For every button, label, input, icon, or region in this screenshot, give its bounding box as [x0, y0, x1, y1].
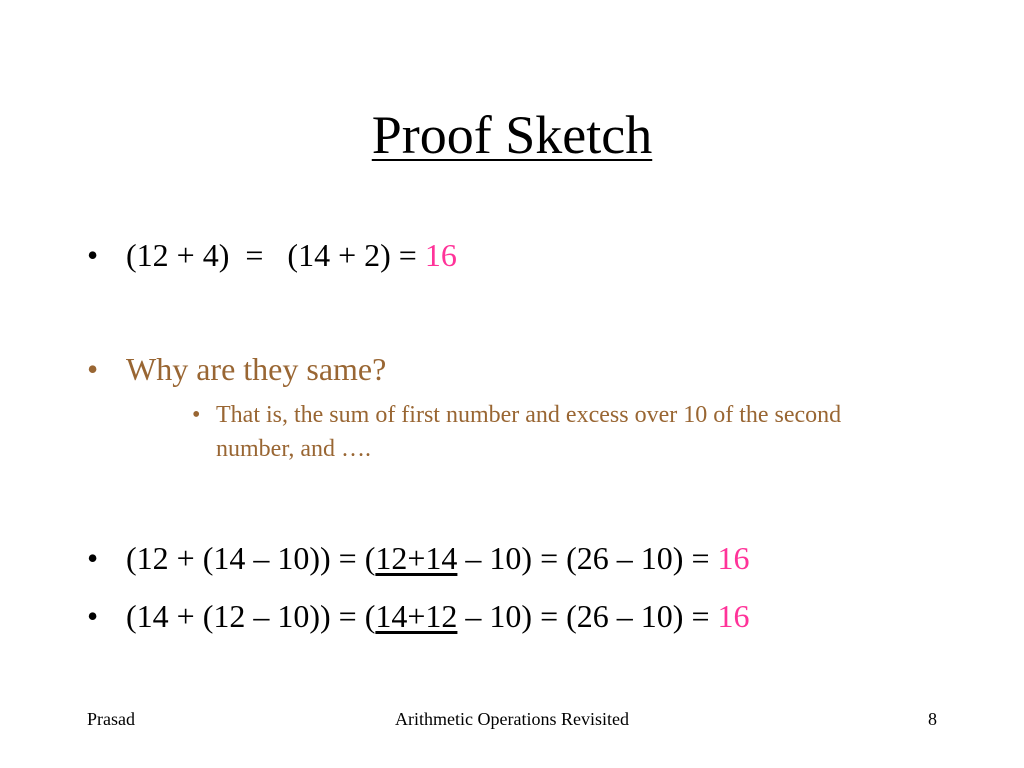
equation-underlined-sum: 12+14	[375, 540, 458, 576]
equation-suffix: – 10) = (26 – 10) =	[457, 540, 718, 576]
footer-author: Prasad	[87, 709, 135, 729]
footer-presentation-title: Arithmetic Operations Revisited	[395, 709, 629, 729]
sub-bullet-marker: •	[192, 402, 201, 428]
bullet-marker: •	[87, 540, 99, 576]
slide-title	[0, 100, 1024, 170]
bullet-text: (12 + 4) = (14 + 2) =	[126, 237, 425, 273]
equation-underlined-sum: 14+12	[375, 598, 458, 634]
equation-suffix: – 10) = (26 – 10) =	[457, 598, 718, 634]
slide-title-text: Proof Sketch	[371, 105, 653, 165]
bullet-text: Why are they same?	[126, 351, 387, 387]
bullet-marker: •	[87, 598, 99, 634]
bullet-marker: •	[87, 237, 99, 273]
equation-prefix: (14 + (12 – 10)) = (	[126, 598, 376, 634]
bullet-item	[87, 349, 386, 389]
footer-page-number: 8	[928, 709, 937, 729]
bullet-item	[87, 596, 749, 636]
sub-bullet-item	[192, 398, 892, 466]
bullet-item	[87, 538, 749, 578]
bullet-item	[87, 235, 457, 275]
equation-prefix: (12 + (14 – 10)) = (	[126, 540, 376, 576]
bullet-marker: •	[87, 351, 99, 387]
sub-bullet-text: That is, the sum of first number and excess over 10 of the second number, and ….	[216, 402, 842, 462]
result-highlight: 16	[717, 540, 750, 576]
result-highlight: 16	[717, 598, 750, 634]
result-highlight: 16	[424, 237, 457, 273]
